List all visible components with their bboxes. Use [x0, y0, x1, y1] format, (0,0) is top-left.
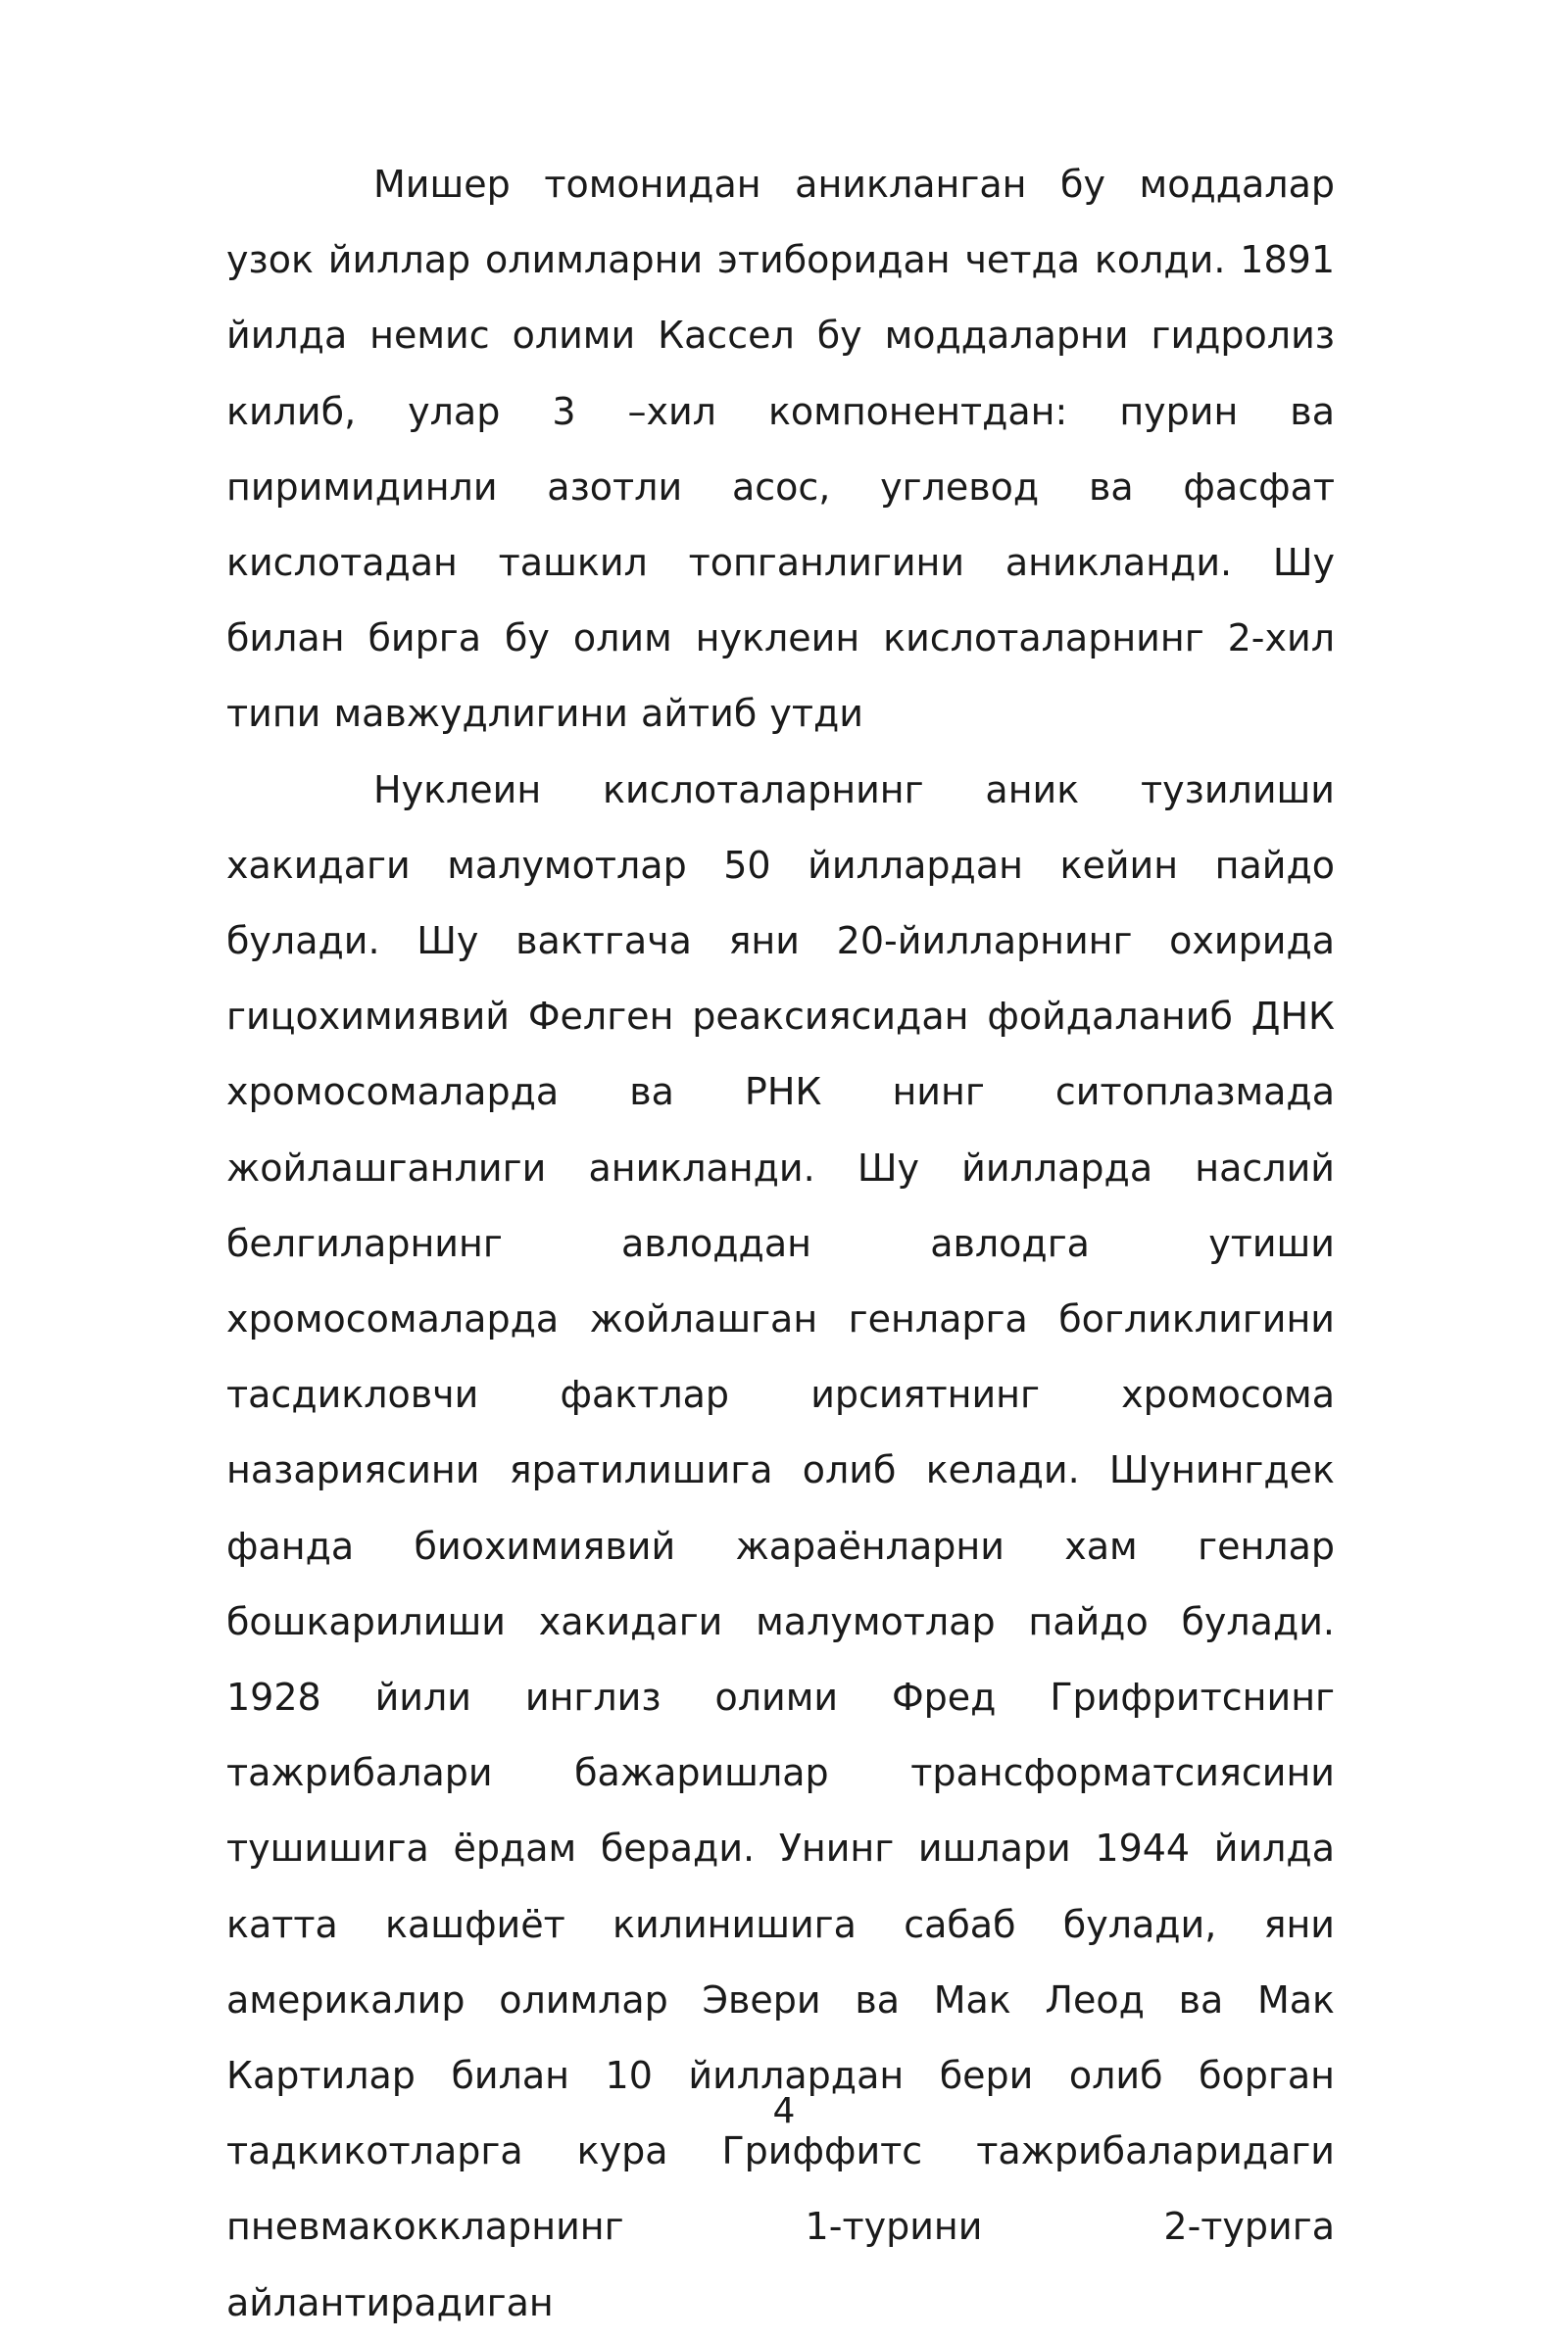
paragraph-2: Нуклеин кислоталарнинг аник тузилиши хакидаги малумотлар 50 йиллардан кейин пайдо булади. Шу вактгача яни 20-йилларнинг охирида гицохимиявий Фелген реаксиясидан фойдаланиб ДНК хромосомаларда ва РНК нинг ситоплазмада жойлашганлиги аникланди. Шу йилларда наслий белгиларнинг авлоддан авлодга утиши хромосомаларда жойлашган генларга богликлигини тасдикловчи фактлар ирсиятнинг хромосома назариясини яратилишига олиб келади. Шунингдек фанда биохимиявий жараёнларни хам генлар бошкарилиши хакидаги малумотлар пайдо булади. 1928 йили инглиз олими Фред Грифритснинг тажрибалари бажаришлар трансформатсиясини тушишига ёрдам беради. Унинг ишлари 1944 йилда катта кашфиёт килинишига сабаб булади, яни америкалир олимлар Эвери ва Мак Леод ва Мак Картилар билан 10 йиллардан бери олиб борган тадкикотларга кура Гриффитс тажрибаларидаги пневмакоккларнинг 1-турини 2-турига айлантирадиган — [226, 767, 1335, 2324]
body-text — [226, 147, 1335, 2341]
paragraph-1: Мишер томонидан аникланган бу моддалар узок йиллар олимларни этиборидан четда колди. 1891 йилда немис олими Кассел бу моддаларни гидролиз килиб, улар 3 –хил компонентдан: пурин ва пиримидинли азотли асос, углевод ва фасфат кислотадан ташкил топганлигини аникланди. Шу билан бирга бу олим нуклеин кислоталарнинг 2-хил типи мавжудлигини айтиб утди — [226, 163, 1335, 736]
page-number: 4 — [772, 2091, 796, 2131]
